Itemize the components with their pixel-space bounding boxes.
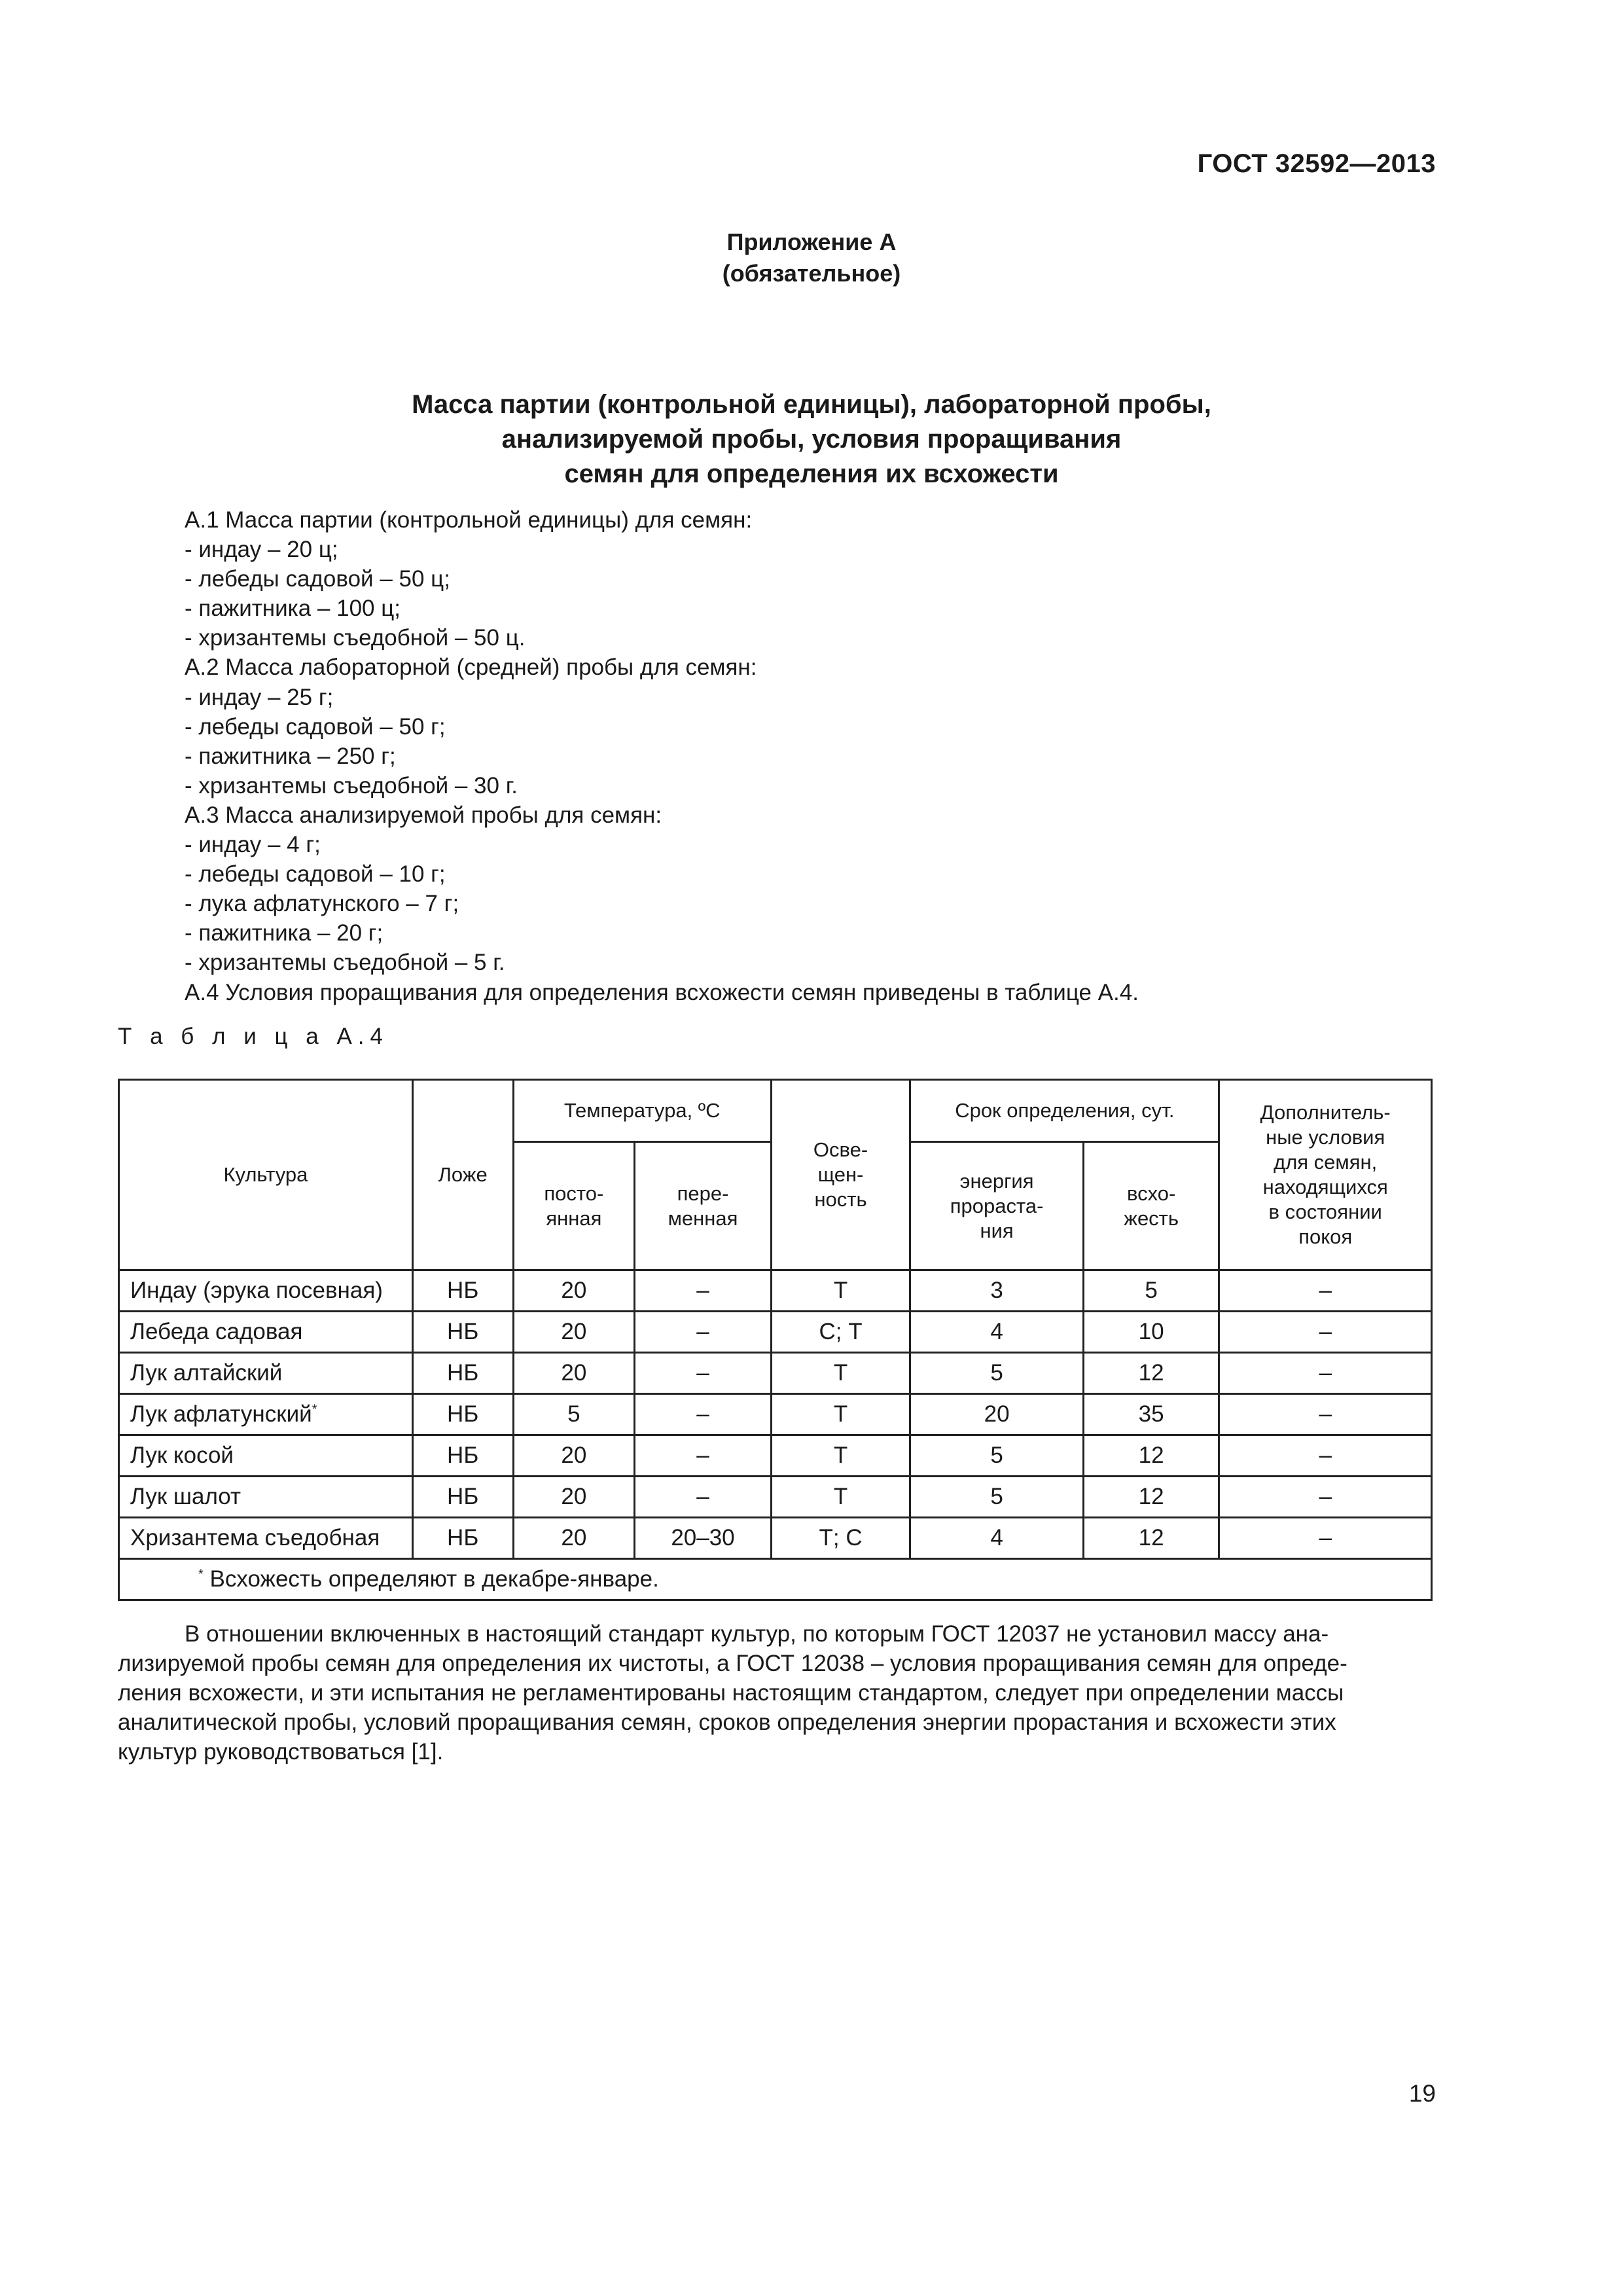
cell-temp-const: 20 [513,1518,635,1559]
table-row [119,1353,1432,1394]
table-row [119,1477,1432,1518]
header-lighting: Осве- щен- ность [771,1080,910,1270]
cell-additional: – [1219,1353,1432,1394]
cell-additional: – [1219,1312,1432,1353]
cell-culture: Лук алтайский [119,1353,413,1394]
paragraph-line: ления всхожести, и эти испытания не регламентированы настоящим стандартом, следует при определении массы [118,1680,1344,1706]
annex-title: Приложение А [726,228,897,255]
cell-light: Т [771,1270,910,1312]
cell-temp-const: 20 [513,1270,635,1312]
clauses-list [185,505,1139,1007]
cell-temp-var: – [635,1270,772,1312]
paragraph-line: культур руководствоваться [1]. [118,1739,444,1765]
cell-energy: 5 [910,1435,1084,1477]
clause-line: - пажитника – 100 ц; [185,596,401,622]
title-line: Масса партии (контрольной единицы), лабораторной пробы, [412,390,1211,419]
header-energy: энергия прораста- ния [910,1142,1084,1270]
title-line: анализируемой пробы, условия проращивания [501,425,1122,454]
table-row [119,1435,1432,1477]
cell-temp-var: – [635,1353,772,1394]
cell-additional: – [1219,1477,1432,1518]
cell-bed: НБ [412,1518,513,1559]
cell-culture: Индау (эрука посевная) [119,1270,413,1312]
cell-light: Т [771,1394,910,1435]
clause-line: - пажитника – 250 г; [185,743,396,769]
cell-culture: Лук шалот [119,1477,413,1518]
table-row [119,1312,1432,1353]
cell-temp-var: – [635,1394,772,1435]
cell-temp-const: 5 [513,1394,635,1435]
cell-energy: 5 [910,1477,1084,1518]
footnote-mark: * [198,1567,204,1582]
cell-additional: – [1219,1270,1432,1312]
clause-line: - лебеды садовой – 10 г; [185,861,446,888]
cell-light: Т [771,1435,910,1477]
cell-temp-var: – [635,1477,772,1518]
clause-line: - индау – 25 г; [185,684,334,710]
header-temp-constant: посто- янная [513,1142,635,1270]
clause-line: - хризантемы съедобной – 5 г. [185,950,505,976]
cell-culture: Лук косой [119,1435,413,1477]
clause-line: А.4 Условия проращивания для определения всхожести семян приведены в таблице А.4. [185,979,1139,1005]
annex-main-title [0,387,1623,492]
clause-line: - лебеды садовой – 50 ц; [185,566,450,592]
cell-temp-var: – [635,1435,772,1477]
clause-line: А.1 Масса партии (контрольной единицы) для семян: [185,507,753,533]
cell-light: С; Т [771,1312,910,1353]
cell-culture: Хризантема съедобная [119,1518,413,1559]
cell-energy: 4 [910,1518,1084,1559]
cell-temp-var: – [635,1312,772,1353]
paragraph-line: аналитической пробы, условий проращивания семян, сроков определения энергии прорастания и всхожести этих [118,1710,1336,1736]
cell-additional: – [1219,1394,1432,1435]
cell-germination: 10 [1083,1312,1219,1353]
cell-temp-const: 20 [513,1477,635,1518]
clause-line: - лука афлатунского – 7 г; [185,891,459,917]
cell-germination: 12 [1083,1353,1219,1394]
clause-line: - пажитника – 20 г; [185,920,383,946]
closing-paragraph [118,1619,1433,1767]
cell-germination: 5 [1083,1270,1219,1312]
cell-energy: 4 [910,1312,1084,1353]
cell-temp-var: 20–30 [635,1518,772,1559]
cell-energy: 5 [910,1353,1084,1394]
clause-line: - хризантемы съедобной – 50 ц. [185,625,526,651]
clause-line: - индау – 4 г; [185,832,321,858]
cell-germination: 35 [1083,1394,1219,1435]
cell-bed: НБ [412,1435,513,1477]
cell-bed: НБ [412,1353,513,1394]
table-caption: Т а б л и ц а А.4 [118,1024,389,1049]
header-bed: Ложе [412,1080,513,1270]
cell-germination: 12 [1083,1477,1219,1518]
table-row [119,1518,1432,1559]
header-temperature: Температура, ºС [513,1080,771,1142]
header-culture: Культура [119,1080,413,1270]
clause-line: А.3 Масса анализируемой пробы для семян: [185,802,662,828]
title-line: семян для определения их всхожести [564,459,1059,488]
header-additional: Дополнитель- ные условия для семян, находящихся в состоянии покоя [1219,1080,1432,1270]
cell-bed: НБ [412,1477,513,1518]
cell-culture: Лебеда садовая [119,1312,413,1353]
cell-bed: НБ [412,1312,513,1353]
table-row [119,1394,1432,1435]
page-number: 19 [1408,2080,1436,2107]
cell-light: Т [771,1477,910,1518]
cell-culture: Лук афлатунский* [119,1394,413,1435]
annex-heading [0,226,1623,289]
cell-germination: 12 [1083,1518,1219,1559]
annex-type: (обязательное) [722,260,901,287]
header-germination: всхо- жесть [1083,1142,1219,1270]
clause-line: - хризантемы съедобной – 30 г. [185,772,518,798]
table-footnote: * Всхожесть определяют в декабре-январе. [119,1559,1432,1600]
cell-temp-const: 20 [513,1435,635,1477]
footnote-mark: * [312,1402,317,1417]
cell-temp-const: 20 [513,1312,635,1353]
table-row [119,1270,1432,1312]
paragraph-line: В отношении включенных в настоящий стандарт культур, по которым ГОСТ 12037 не установил массу ана- [185,1621,1329,1647]
header-temp-variable: пере- менная [635,1142,772,1270]
clause-line: А.2 Масса лабораторной (средней) пробы для семян: [185,655,757,681]
cell-light: Т [771,1353,910,1394]
table-footnote-row [119,1559,1432,1600]
cell-temp-const: 20 [513,1353,635,1394]
clause-line: - лебеды садовой – 50 г; [185,713,446,740]
cell-energy: 20 [910,1394,1084,1435]
paragraph-line: лизируемой пробы семян для определения их чистоты, а ГОСТ 12038 – условия проращивания семян для опреде- [118,1651,1347,1677]
cell-light: Т; С [771,1518,910,1559]
cell-additional: – [1219,1435,1432,1477]
document-code: ГОСТ 32592—2013 [1197,149,1436,178]
cell-bed: НБ [412,1394,513,1435]
cell-additional: – [1219,1518,1432,1559]
cell-germination: 12 [1083,1435,1219,1477]
germination-table [118,1079,1433,1601]
cell-energy: 3 [910,1270,1084,1312]
clause-line: - индау – 20 ц; [185,537,338,563]
cell-bed: НБ [412,1270,513,1312]
header-period: Срок определения, сут. [910,1080,1219,1142]
